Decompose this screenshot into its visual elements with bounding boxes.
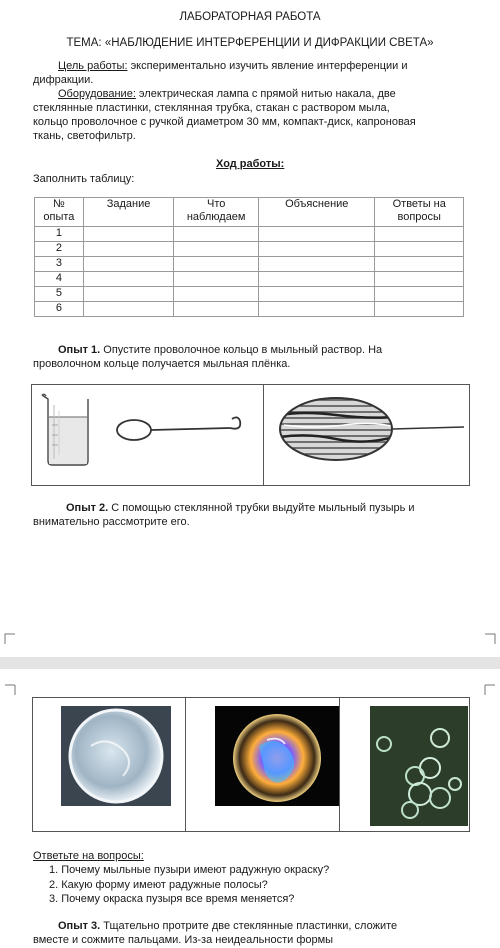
questions-heading: Ответьте на вопросы:	[33, 850, 144, 862]
exp3-line2: вместе и сожмите пальцами. Из-за неидеальности формы	[33, 934, 334, 946]
table-cell[interactable]	[174, 287, 259, 302]
row-number: 4	[35, 272, 84, 287]
iridescent-bubble-photo	[215, 706, 339, 806]
list-item: 1. Почему мыльные пузыри имеют радужную окраску?	[49, 864, 330, 876]
worksheet-topic: ТЕМА: «НАБЛЮДЕНИЕ ИНТЕРФЕРЕНЦИИ И ДИФРАКЦИИ СВЕТА»	[66, 37, 434, 49]
list-item: 2. Какую форму имеют радужные полосы?	[49, 878, 268, 891]
col-header-answers: Ответы на вопросы	[375, 198, 464, 227]
table-cell[interactable]	[174, 257, 259, 272]
beaker-icon	[42, 394, 88, 465]
equipment-label: Оборудование:	[58, 88, 136, 100]
equipment-line1	[58, 87, 478, 101]
row-number: 5	[35, 287, 84, 302]
table-cell[interactable]	[174, 227, 259, 242]
equipment-line2: стеклянные пластинки, стеклянная трубка, стакан с раствором мыла,	[33, 102, 390, 114]
questions-list	[49, 863, 329, 907]
row-number: 1	[35, 227, 84, 242]
soap-film-icon	[280, 398, 464, 460]
table-cell[interactable]	[375, 302, 464, 317]
exp3-text: Тщательно протрите две стеклянные пластинки, сложите	[100, 920, 398, 932]
col-header-task: Задание	[83, 198, 173, 227]
soap-film-illustration	[264, 385, 469, 485]
table-row	[35, 242, 464, 257]
bubble-cluster-photo	[370, 706, 468, 826]
equipment-line3: кольцо проволочное с ручкой диаметром 30 мм, компакт-диск, капроновая	[33, 116, 416, 128]
table-row	[35, 227, 464, 242]
table-row	[35, 272, 464, 287]
goal-line1	[58, 59, 478, 73]
exp2-line1	[66, 501, 415, 515]
table-row	[35, 302, 464, 317]
col-header-number: № опыта	[35, 198, 84, 227]
figure-divider	[339, 698, 340, 831]
goal-label: Цель работы:	[58, 60, 128, 72]
table-cell[interactable]	[259, 287, 375, 302]
page-separator	[0, 657, 500, 669]
table-cell[interactable]	[83, 242, 173, 257]
table-cell[interactable]	[83, 287, 173, 302]
table-cell[interactable]	[375, 287, 464, 302]
procedure-heading: Ход работы:	[216, 158, 285, 170]
fill-table-instruction: Заполнить таблицу:	[33, 173, 135, 185]
table-cell[interactable]	[259, 242, 375, 257]
table-cell[interactable]	[259, 227, 375, 242]
page-corner-mark	[4, 684, 16, 696]
row-number: 6	[35, 302, 84, 317]
exp3-line1	[58, 919, 397, 933]
beaker-and-ring-illustration	[32, 385, 263, 485]
page-corner-mark	[484, 633, 496, 645]
table-cell[interactable]	[259, 257, 375, 272]
table-cell[interactable]	[83, 257, 173, 272]
exp3-label: Опыт 3.	[58, 920, 101, 932]
table-cell[interactable]	[259, 272, 375, 287]
col-header-explanation: Объяснение	[259, 198, 375, 227]
page-corner-mark	[4, 633, 16, 645]
exp1-line1	[58, 343, 382, 357]
table-cell[interactable]	[375, 242, 464, 257]
exp1-line2: проволочном кольце получается мыльная плёнка.	[33, 358, 291, 370]
table-cell[interactable]	[83, 302, 173, 317]
table-cell[interactable]	[375, 272, 464, 287]
page-corner-mark	[484, 684, 496, 696]
figure-divider	[185, 698, 186, 831]
bubble-photos-figure	[32, 697, 470, 832]
table-row	[35, 287, 464, 302]
table-cell[interactable]	[174, 302, 259, 317]
col-header-observed: Что наблюдаем	[174, 198, 259, 227]
exp2-line2: внимательно рассмотрите его.	[33, 516, 190, 528]
row-number: 2	[35, 242, 84, 257]
exp2-label: Опыт 2.	[66, 502, 109, 514]
exp1-figure	[31, 384, 470, 486]
table-cell[interactable]	[83, 272, 173, 287]
row-number: 3	[35, 257, 84, 272]
table-cell[interactable]	[174, 242, 259, 257]
exp1-text: Опустите проволочное кольцо в мыльный раствор. На	[100, 344, 383, 356]
table-cell[interactable]	[259, 302, 375, 317]
table-cell[interactable]	[174, 272, 259, 287]
goal-text: экспериментально изучить явление интерференции и	[127, 60, 408, 72]
exp1-label: Опыт 1.	[58, 344, 101, 356]
equipment-line4: ткань, светофильтр.	[33, 130, 136, 142]
worksheet-title: ЛАБОРАТОРНАЯ РАБОТА	[179, 11, 321, 23]
equipment-text: электрическая лампа с прямой нитью накала, две	[135, 88, 396, 100]
table-cell[interactable]	[83, 227, 173, 242]
list-item: 3. Почему окраска пузыря все время меняется?	[49, 893, 295, 905]
results-table	[34, 197, 464, 317]
wire-ring-icon	[117, 417, 240, 440]
clear-bubble-photo	[61, 706, 171, 806]
exp2-text: С помощью стеклянной трубки выдуйте мыльный пузырь и	[108, 502, 415, 514]
table-cell[interactable]	[375, 257, 464, 272]
table-cell[interactable]	[375, 227, 464, 242]
table-row	[35, 257, 464, 272]
goal-line2: дифракции.	[33, 74, 94, 86]
